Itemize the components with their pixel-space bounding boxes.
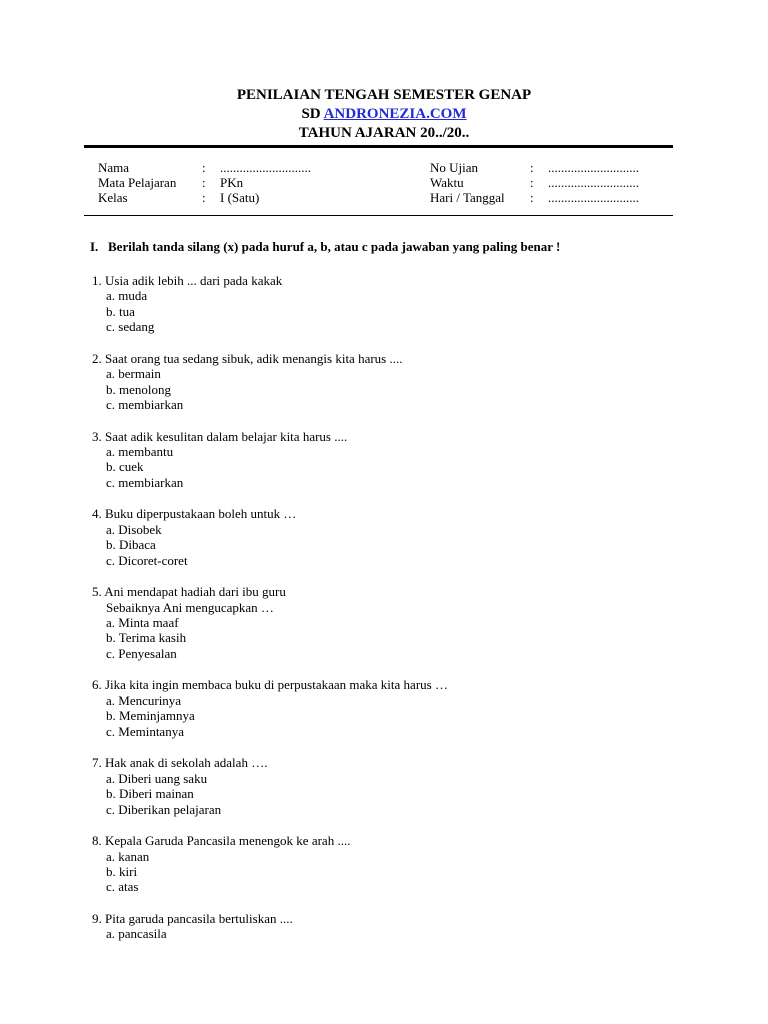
answer-option[interactable]: c. Memintanya [106, 723, 184, 739]
school-website-link[interactable]: ANDRONEZIA.COM [323, 106, 467, 122]
info-right-block [430, 160, 670, 205]
info-value-name: ............................ [220, 160, 311, 175]
question-item [92, 506, 692, 568]
answer-option[interactable]: a. Disobek [106, 521, 162, 537]
academic-year: TAHUN AJARAN 20../20.. [298, 125, 470, 141]
info-value-class: I (Satu) [220, 190, 260, 205]
answer-option[interactable]: b. kiri [106, 863, 138, 879]
question-item [92, 273, 692, 335]
answer-option[interactable]: c. Penyesalan [106, 645, 177, 661]
question-text: 9. Pita garuda pancasila bertuliskan .... [92, 910, 293, 926]
info-value-date: ............................ [548, 190, 639, 205]
info-label-time: Waktu [430, 175, 464, 190]
answer-option[interactable]: c. Dicoret-coret [106, 552, 188, 568]
question-text: 2. Saat orang tua sedang sibuk, adik menangis kita harus .... [92, 350, 403, 366]
info-value-time: ............................ [548, 175, 639, 190]
answer-option[interactable]: b. Meminjamnya [106, 708, 195, 724]
info-colon: : [202, 175, 206, 190]
info-label-subject: Mata Pelajaran [98, 175, 177, 190]
school-name [0, 106, 768, 123]
info-label-date: Hari / Tanggal [430, 190, 505, 205]
school-prefix: SD [301, 106, 321, 122]
answer-option[interactable]: a. pancasila [106, 926, 167, 942]
answer-option[interactable]: a. kanan [106, 848, 150, 864]
answer-option[interactable]: a. Diberi uang saku [106, 770, 208, 786]
info-value-exam-number: ............................ [548, 160, 639, 175]
info-label-exam-number: No Ujian [430, 160, 479, 175]
section-number: I. [90, 239, 99, 254]
question-text: 1. Usia adik lebih ... dari pada kakak [92, 273, 283, 288]
answer-option[interactable]: c. Diberikan pelajaran [106, 801, 222, 817]
info-row-exam-number [430, 160, 670, 175]
answer-option[interactable]: a. bermain [106, 366, 161, 382]
info-colon: : [202, 190, 206, 205]
info-row-name [98, 160, 398, 175]
instruction-text: Berilah tanda silang (x) pada huruf a, b, atau c pada jawaban yang paling benar ! [108, 239, 561, 254]
info-label-name: Nama [98, 160, 130, 175]
info-row-date [430, 190, 670, 205]
answer-option[interactable]: b. menolong [106, 381, 171, 397]
info-row-class [98, 190, 398, 205]
exam-title: PENILAIAN TENGAH SEMESTER GENAP [236, 87, 532, 103]
question-item [92, 833, 692, 895]
question-item [92, 677, 692, 739]
info-colon: : [530, 160, 534, 175]
question-item [92, 584, 692, 661]
answer-option[interactable]: c. membiarkan [106, 397, 184, 413]
info-colon: : [530, 175, 534, 190]
answer-option[interactable]: c. membiarkan [106, 474, 184, 490]
question-list [92, 273, 692, 958]
question-text: 6. Jika kita ingin membaca buku di perpustakaan maka kita harus … [92, 677, 448, 693]
answer-option[interactable]: b. tua [106, 303, 135, 319]
question-text: 4. Buku diperpustakaan boleh untuk … [92, 506, 297, 522]
answer-option[interactable]: b. Terima kasih [106, 630, 187, 646]
question-text: 5. Ani mendapat hadiah dari ibu guru [92, 584, 286, 600]
question-item [92, 755, 692, 817]
question-item [92, 911, 692, 942]
question-item [92, 351, 692, 413]
info-colon: : [530, 190, 534, 205]
header-divider-thick [84, 145, 673, 148]
answer-option[interactable]: c. sedang [106, 319, 155, 335]
info-divider [84, 215, 673, 216]
info-row-time [430, 175, 670, 190]
info-colon: : [202, 160, 206, 175]
answer-option[interactable]: a. Minta maaf [106, 615, 179, 631]
info-label-class: Kelas [98, 190, 128, 205]
answer-option[interactable]: b. Diberi mainan [106, 786, 194, 802]
info-row-subject [98, 175, 398, 190]
question-text: 8. Kepala Garuda Pancasila menengok ke arah .... [92, 833, 351, 849]
question-text: 7. Hak anak di sekolah adalah …. [92, 755, 268, 771]
question-item [92, 429, 692, 491]
answer-option[interactable]: a. muda [106, 288, 148, 304]
info-value-subject: PKn [220, 175, 244, 190]
answer-option[interactable]: b. cuek [106, 459, 144, 475]
info-left-block [98, 160, 398, 205]
question-text-continued: Sebaiknya Ani mengucapkan … [106, 599, 274, 615]
question-text: 3. Saat adik kesulitan dalam belajar kita harus .... [92, 428, 348, 444]
answer-option[interactable]: c. atas [106, 879, 139, 895]
answer-option[interactable]: b. Dibaca [106, 537, 156, 553]
answer-option[interactable]: a. membantu [106, 444, 174, 460]
answer-option[interactable]: a. Mencurinya [106, 692, 182, 708]
section-instruction [90, 239, 560, 255]
